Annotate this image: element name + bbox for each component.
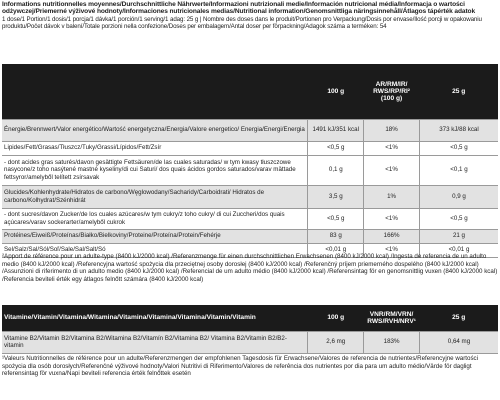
nutrient-row-label: Sel/Salz/Sal/Sól/Soľ/Sale/Sal/Salt/Só [2,243,308,257]
nutrient-row-ri: <1% [364,141,420,155]
nutrient-row [2,155,498,185]
vitamin-row-label: Vitamine B2/Vitamin B2/Vitamina B2/Witamina B2/Vitamín B2/Vitamina B2/ Vitamina B2/Vitamin B2/B2-vitamin [2,331,308,353]
vitamin-row-nrv: 183% [364,331,420,353]
nutrient-row-label: - dont acides gras saturés/davon gesättigte Fettsäuren/de las cuales saturadas/ w tym kwasy tłuszczowe nasycone/z toho nasýtené mastné kyseliny/di cui Saturi/ dos quais ácidos gordos saturados/varav mättade fettsyror/amelyből telített zsírsavak [2,155,308,185]
vitamin-header-nrv: VNR/RM/VRN/ RWS/RVH/NRV¹ [364,305,420,331]
nutrient-row-label: Lipides/Fett/Grasas/Tłuszcz/Tuky/Grassi/Lípidos/Fett/Zsír [2,141,308,155]
nutrient-row-v100: 83 g [308,229,364,243]
nutrient-row-ri: <1% [364,155,420,185]
label-header [2,1,498,31]
nutrient-row-ri: 1% [364,185,420,208]
vitamin-header-title: Vitamine/Vitamin/Vitamina/Witamina/Vitamina/Vitamina/Vitamina/Vitamin/Vitamin [2,305,308,331]
vitamin-row [2,331,498,353]
nutrient-row-v100: <0,5 g [308,208,364,229]
nutrient-row-v25: 21 g [419,229,498,243]
header-100g: 100 g [308,64,364,119]
nutrient-row [2,141,498,155]
nutrient-row-v25: <0,01 g [419,243,498,257]
nutrient-row [2,229,498,243]
nutrient-row-label: - dont sucres/davon Zucker/de los cuales azúcares/w tym cukry/z toho cukry/ di cui Zuccheri/dos quais açúcares/varav sockerarter/amelyből cukrok [2,208,308,229]
nutrient-row-ri: <1% [364,243,420,257]
nutrient-row [2,119,498,141]
nutrient-row-v100: 0,1 g [308,155,364,185]
vitamin-table-header [2,305,498,331]
vitamin-row-v100: 2,6 mg [308,331,364,353]
nutrition-table [2,64,498,258]
nutrient-row-v100: 1491 kJ/351 kcal [308,119,364,141]
header-25g: 25 g [419,64,498,119]
vitamin-row-v25: 0,64 mg [419,331,498,353]
nutrient-row-v25: 373 kJ/88 kcal [419,119,498,141]
nutrient-row-v100: <0,5 g [308,141,364,155]
label-title: Informations nutritionnelles moyennes/Durchschnittliche Nährwerte/Informazioni nutrizionali medie/Información nutricional média/Informacja o wartości odżywczej/Priemerné výživové hodnoty/Informaciones nutricionales medias/Nutritional information/Genomsnittliga näringsinnehåll/Átlagos tápérték adatok [2,1,476,16]
header-blank [2,64,308,119]
vitamin-header-25g: 25 g [419,305,498,331]
nutrient-row-v100: <0,01 g [308,243,364,257]
nutrient-row-ri: 18% [364,119,420,141]
vitamin-table [2,305,498,354]
vitamin-header-100g: 100 g [308,305,364,331]
nutrient-row-v25: 0,9 g [419,185,498,208]
nutrient-row-v25: <0,1 g [419,155,498,185]
nutrient-row-label: Glucides/Kohlenhydrate/Hidratos de carbono/Węglowodany/Sacharidy/Carboidrati/ Hidratos de carbono/Kolhydrat/Szénhidrát [2,185,308,208]
portion-info: 1 dose/1 Portion/1 dosis/1 porcja/1 dávka/1 porción/1 serving/1 adag: 25 g | Nombre des doses dans le produit/Portionen pro Verpackung/Dosis por envase/Ilość porcji w opakowaniu produktu/Počet dávok v balení/Totale porzioni nella confezione/Doses per embalagem/Antal doser per förpackning/Adagok száma a terméken: 54 [2,15,482,31]
nutrient-row-label: Énergie/Brennwert/Valor energético/Wartość energetyczna/Energia/Valore energetico/ Energia/Energi/Energia [2,119,308,141]
header-ri: AR/RM/IR/ RWS/RP/RI² (100 g) [364,64,420,119]
footnote-reference-intake: ²Apport de référence pour un adulte-type (8400 kJ/2000 kcal) /Referenzmenge für einen durchschnittlichen Erwachsenen (8400 kJ/2000 kcal) /Ingesta de referencia de un adulto medio (8400 kJ/2000 kcal) /Referencyjna wartość spożycia dla przeciętnej osoby dorosłej (8400 kJ/2000 kcal) /Referenčný príjem priemerného dospelého (8400 kJ/2000 kcal) /Assunzioni di riferimento di un adulto medio (8400 kJ/2000 kcal) /Referencial de um adulto médio (8400 kJ/2000 kcal) /Referensintag för en genomsnittlig vuxen (8400 kJ/2000 kcal) /Referencia beviteli érték egy átlagos felnőtt számára (8400 kJ/2000 kcal) [2,253,498,283]
nutrient-row-v100: 3,5 g [308,185,364,208]
nutrient-row-v25: <0,5 g [419,141,498,155]
nutrition-table-header [2,64,498,119]
footnote-nutrient-reference-values: ¹Valeurs Nutritionnelles de référence pour un adulte/Referenzmengen der empfohlenen Tagesdosis für Erwachsene/Valores de referencia de nutrientes/Referencyjne wartości spożycia dla osób dorosłych/Referenčné výživové hodnoty/Valori Nutritivi di Riferimento/Valores de referência dos nutrientes por dia para um adulto médio/Värde för dagligt referensintag för vuxna/Napi beviteli referencia érték felnőttek esetén [2,355,479,378]
nutrient-row-ri: <1% [364,208,420,229]
nutrient-row [2,185,498,208]
nutrient-row [2,208,498,229]
nutrient-row-label: Protéines/Eiweiß/Proteínas/Białko/Bielkoviny/Proteine/Proteína/Protein/Fehérje [2,229,308,243]
nutrient-row-v25: <0,5 g [419,208,498,229]
nutrient-row-ri: 166% [364,229,420,243]
